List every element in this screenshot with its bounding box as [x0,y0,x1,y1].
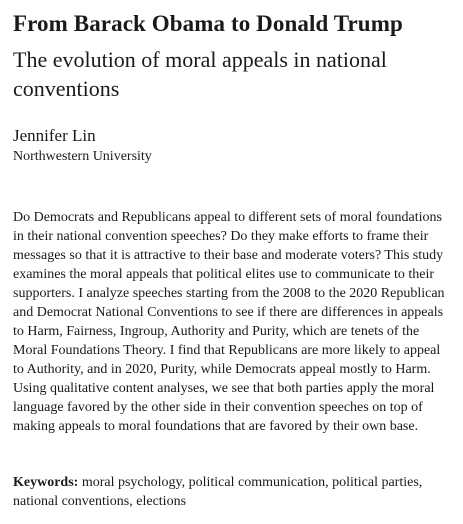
author-affiliation: Northwestern University [13,149,152,164]
abstract-text: Do Democrats and Republicans appeal to different sets of moral foundations in their national convention speeches? Do they make efforts to frame their messages so that it is attractive to their base and moderate voters? This study examines the moral appeals that political elites use to communicate to their supporters. I analyze speeches starting from the 2008 to the 2020 Republican and Democrat National Conventions to see if there are differences in appeals to Harm, Fairness, Ingroup, Authority and Purity, which are tenets of the Moral Foundations Theory. I find that Republicans are more likely to appeal to Authority, and in 2020, Purity, while Democrats appeal mostly to Harm. Using qualitative content analyses, we see that both parties apply the moral language favored by the other side in their convention speeches on top of making appeals to moral foundations that are favored by their own base. [13,210,445,434]
author-name: Jennifer Lin [13,126,96,145]
paper-title: From Barack Obama to Donald Trump [13,11,403,36]
keywords-label: Keywords: [13,475,79,490]
paper-subtitle: The evolution of moral appeals in national conventions [13,47,387,101]
keywords-list: moral psychology, political communication, political parties, national conventions, elections [13,475,423,509]
keywords [13,473,453,511]
